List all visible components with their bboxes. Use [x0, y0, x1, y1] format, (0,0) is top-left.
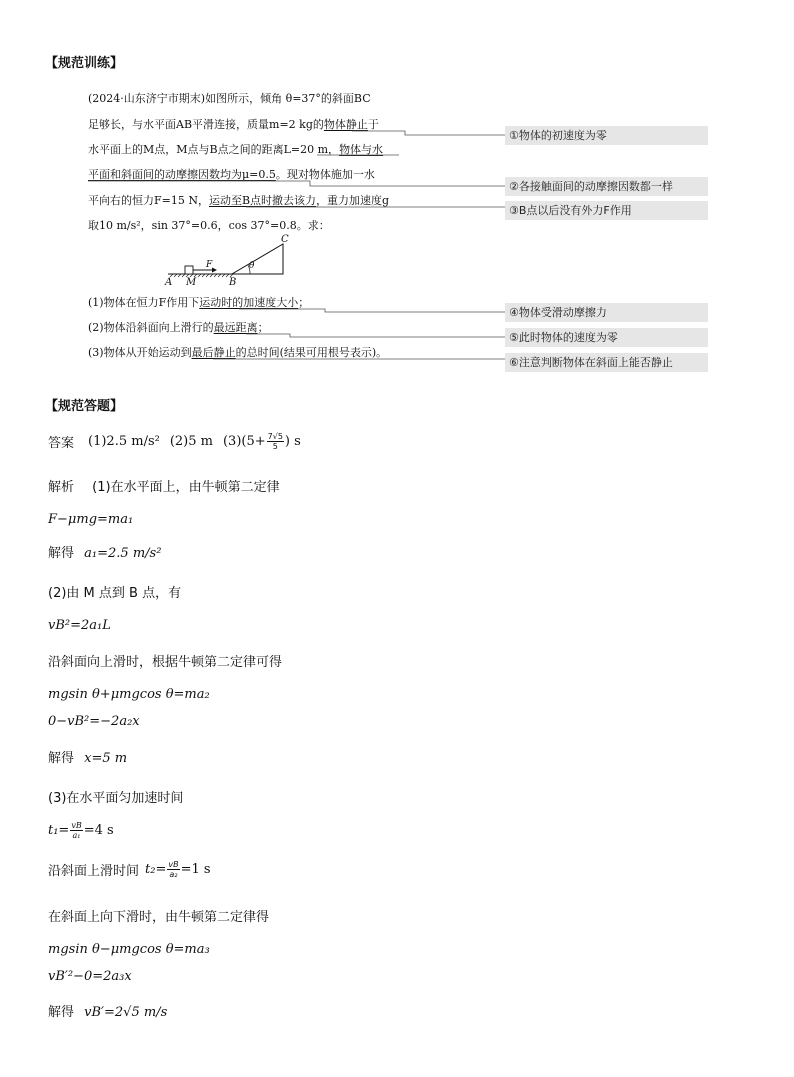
- t1-lhs: t₁=: [48, 823, 70, 838]
- leader-line-5: [246, 334, 505, 337]
- t2-fraction: [167, 860, 179, 879]
- answer-line: [48, 432, 301, 451]
- leader-line-2: [88, 181, 505, 186]
- figure-label-C: C: [281, 234, 289, 245]
- question-key-phrase: 运动时的加速度大小: [199, 296, 299, 309]
- answer-3-suffix: ) s: [284, 434, 301, 449]
- note-tag-5: ⑤此时物体的速度为零: [505, 328, 708, 347]
- problem-key-phrase: 物体静止: [323, 118, 368, 131]
- equation-newton-horizontal: F−μmg=ma₁: [48, 512, 134, 527]
- fraction-numerator: 7√5: [267, 432, 283, 441]
- problem-line-1: (2024·山东济宁市期末)如图所示，倾角 θ=37°的斜面BC: [88, 92, 371, 105]
- answer-1: (1)2.5 m/s²: [88, 434, 160, 449]
- fraction-numerator: vB: [168, 860, 179, 869]
- figure-label-A: A: [165, 277, 173, 288]
- question-text: (1)物体在恒力F作用下: [88, 296, 200, 309]
- section-heading-training: 【规范训练】: [45, 56, 124, 71]
- analysis-part3-text: 在斜面上向下滑时，由牛顿第二定律得: [48, 910, 270, 925]
- equation-t1: [48, 821, 114, 840]
- result-label: 解得: [48, 1005, 75, 1020]
- problem-text: 足够长，与水平面AB平滑连接，质量m=2 kg的: [88, 118, 324, 131]
- question-key-phrase: 最后静止: [191, 346, 236, 359]
- incline-figure: [168, 244, 283, 277]
- problem-key-phrase: 物体与水: [339, 143, 384, 156]
- equation-t2-line: [48, 860, 211, 879]
- analysis-part2-intro: (2)由 M 点到 B 点，有: [48, 586, 182, 601]
- result-a1: [48, 542, 161, 561]
- result-label: 解得: [48, 546, 75, 561]
- result-label: 解得: [48, 751, 75, 766]
- note-tag-3: ③B点以后没有外力F作用: [505, 201, 708, 220]
- problem-text: 平向右的恒力F=15 N，: [88, 194, 209, 207]
- answer-3-prefix: (3)(5+: [222, 434, 266, 449]
- t1-fraction: [70, 821, 82, 840]
- figure-label-M: M: [186, 277, 197, 288]
- result-value: vB′=2√5 m/s: [84, 1005, 168, 1020]
- equation-kinematics-up: 0−vB²=−2a₂x: [48, 714, 140, 729]
- leader-lines: [88, 131, 505, 359]
- analysis-part2-text: 沿斜面向上滑时，根据牛顿第二定律可得: [48, 655, 283, 670]
- t1-rhs: =4 s: [83, 823, 114, 838]
- note-tag-4: ④物体受滑动摩擦力: [505, 303, 708, 322]
- answer-3-fraction: [267, 432, 284, 451]
- analysis-part1-intro: (1)在水平面上，由牛顿第二定律: [92, 480, 280, 495]
- section-heading-answer: 【规范答题】: [45, 399, 124, 414]
- fraction-denominator: 5: [272, 442, 278, 451]
- note-tag-1: ①物体的初速度为零: [505, 126, 708, 145]
- force-arrow-head: [212, 268, 217, 273]
- incline-triangle: [232, 244, 283, 274]
- problem-text: 。现对物体施加一水: [275, 168, 375, 181]
- t2-label: 沿斜面上滑时间: [48, 864, 140, 879]
- equation-vb-squared: vB²=2a₁L: [48, 618, 111, 633]
- equation-newton-down-incline: mgsin θ−μmgcos θ=ma₃: [48, 942, 210, 957]
- answer-label: 答案: [48, 436, 75, 451]
- problem-text: ，重力加速度g: [316, 194, 390, 207]
- leader-line-1: [352, 131, 505, 135]
- question-text: (2)物体沿斜面向上滑行的: [88, 321, 214, 334]
- note-tag-2: ②各接触面间的动摩擦因数都一样: [505, 177, 708, 196]
- fraction-denominator: a₁: [72, 831, 81, 840]
- figure-label-theta: θ: [249, 261, 255, 271]
- problem-text: 于: [367, 118, 379, 131]
- t2-rhs: =1 s: [180, 862, 211, 877]
- problem-text: 水平面上的M点，M点与B点之间的距离L=20 m，: [88, 143, 340, 156]
- result-vb-prime: [48, 1001, 167, 1020]
- problem-key-phrase: 平面和斜面间的动摩擦因数均为μ=0.5: [88, 168, 276, 181]
- analysis-label: 解析: [48, 480, 75, 495]
- equation-newton-up-incline: mgsin θ+μmgcos θ=ma₂: [48, 687, 210, 702]
- fraction-denominator: a₂: [169, 870, 178, 879]
- fraction-numerator: vB: [71, 821, 82, 830]
- question-text: ；: [298, 296, 310, 309]
- figure-label-F: F: [206, 260, 213, 270]
- note-tag-6: ⑥注意判断物体在斜面上能否静止: [505, 353, 708, 372]
- answer-2: (2)5 m: [169, 434, 213, 449]
- problem-line-6: 取10 m/s²，sin 37°=0.6，cos 37°=0.8。求：: [88, 219, 330, 232]
- t2-lhs: t₂=: [145, 862, 167, 877]
- result-x: [48, 747, 127, 766]
- question-text: 的总时间(结果可用根号表示)。: [235, 346, 388, 359]
- question-text: (3)物体从开始运动到: [88, 346, 192, 359]
- analysis-line: [48, 476, 280, 495]
- leader-line-4: [239, 309, 505, 312]
- problem-key-phrase: 运动至B点时撤去该力: [208, 194, 317, 207]
- result-value: a₁=2.5 m/s²: [84, 546, 162, 561]
- equation-kinematics-down: vB′²−0=2a₃x: [48, 969, 132, 984]
- question-text: ；: [257, 321, 269, 334]
- result-value: x=5 m: [84, 751, 128, 766]
- analysis-part3-intro: (3)在水平面匀加速时间: [48, 791, 184, 806]
- figure-label-B: B: [229, 277, 237, 288]
- block: [185, 266, 193, 274]
- question-key-phrase: 最远距离: [213, 321, 258, 334]
